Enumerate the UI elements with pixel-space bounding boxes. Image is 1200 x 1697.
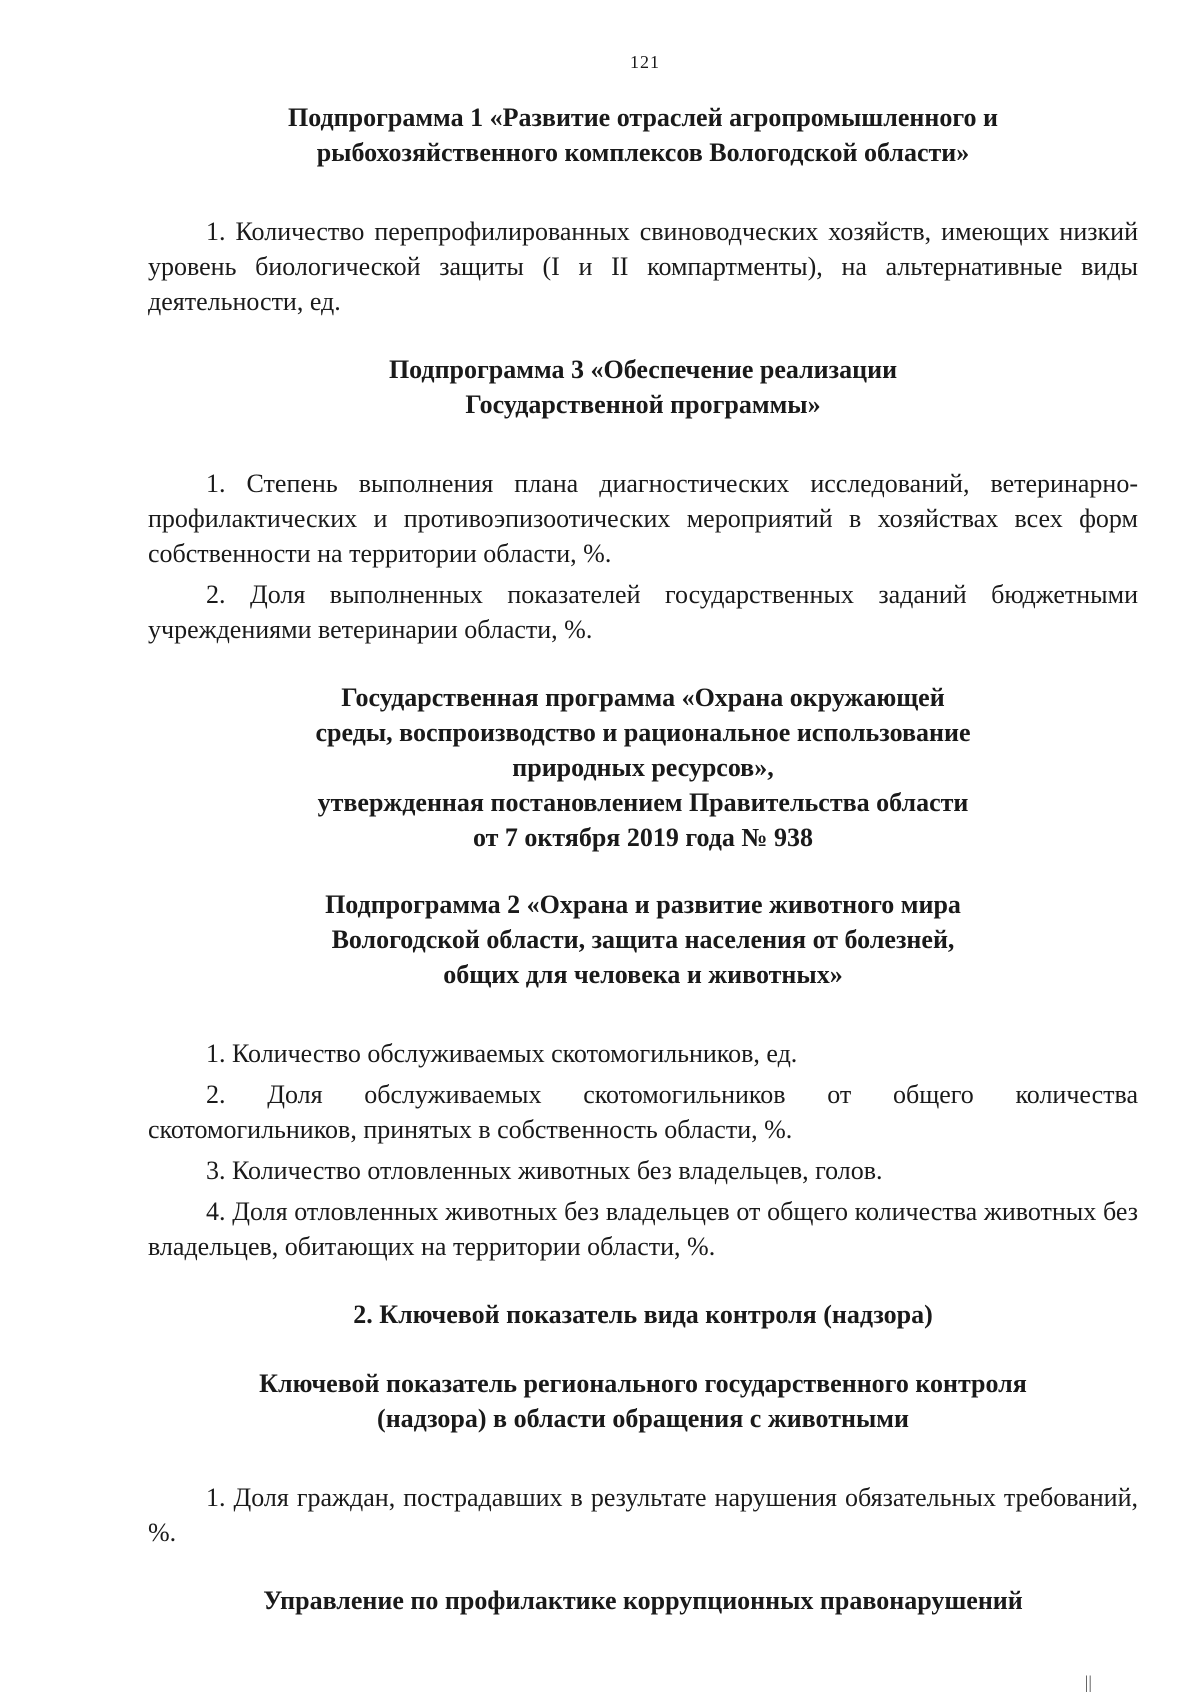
key-indicator-heading-line: Ключевой показатель регионального государственного контроля bbox=[259, 1369, 1027, 1398]
subprogram-3-item-2: 2. Доля выполненных показателей государственных заданий бюджетными учреждениями ветеринарии области, %. bbox=[148, 580, 1138, 644]
state-program-heading-line: утвержденная постановлением Правительства области bbox=[317, 788, 969, 817]
key-indicator-item-1: 1. Доля граждан, пострадавших в результате нарушения обязательных требований, %. bbox=[148, 1483, 1138, 1547]
key-indicator-heading-line: (надзора) в области обращения с животными bbox=[377, 1404, 909, 1433]
key-indicator-section-heading: 2. Ключевой показатель вида контроля (надзора) bbox=[353, 1300, 933, 1329]
subprogram-3-item-1: 1. Степень выполнения плана диагностических исследований, ветеринарно-профилактических и противоэпизоотических мероприятий в хозяйствах всех форм собственности на территории области, %. bbox=[148, 469, 1138, 568]
state-program-heading-line: природных ресурсов», bbox=[512, 753, 774, 782]
subprogram-3-heading: Подпрограмма 3 «Обеспечение реализации Государственной программы» bbox=[388, 355, 898, 419]
state-program-heading-line: среды, воспроизводство и рациональное использование bbox=[315, 718, 971, 747]
subprogram-2-heading-line: Подпрограмма 2 «Охрана и развитие животного мира bbox=[325, 890, 961, 919]
corner-mark: || bbox=[1084, 1672, 1092, 1692]
state-program-heading bbox=[148, 680, 1138, 855]
subprogram-2-item-2: 2. Доля обслуживаемых скотомогильников от общего количества скотомогильников, принятых в собственность области, %. bbox=[148, 1080, 1138, 1144]
key-indicator-heading bbox=[148, 1366, 1138, 1436]
subprogram-2-heading-line: Вологодской области, защита населения от болезней, bbox=[331, 925, 955, 954]
page-number: 121 bbox=[630, 52, 660, 72]
subprogram-2-heading-line: общих для человека и животных» bbox=[443, 960, 843, 989]
subprogram-2-item-4: 4. Доля отловленных животных без владельцев от общего количества животных без владельцев, обитающих на территории области, %. bbox=[148, 1197, 1138, 1261]
subprogram-2-item-1: 1. Количество обслуживаемых скотомогильников, ед. bbox=[206, 1039, 798, 1068]
document-body bbox=[148, 100, 1138, 1618]
subprogram-1-heading: Подпрограмма 1 «Развитие отраслей агропромышленного и рыбохозяйственного комплексов Вологодской области» bbox=[288, 103, 998, 167]
state-program-heading-line: Государственная программа «Охрана окружающей bbox=[341, 683, 945, 712]
anticorruption-department-heading: Управление по профилактике коррупционных правонарушений bbox=[263, 1586, 1023, 1615]
state-program-heading-line: от 7 октября 2019 года № 938 bbox=[472, 823, 814, 852]
subprogram-2-heading bbox=[148, 887, 1138, 992]
subprogram-2-item-3: 3. Количество отловленных животных без владельцев, голов. bbox=[206, 1156, 883, 1185]
subprogram-1-item-1: 1. Количество перепрофилированных свиноводческих хозяйств, имеющих низкий уровень биологической защиты (I и II компартменты), на альтернативные виды деятельности, ед. bbox=[148, 217, 1138, 316]
